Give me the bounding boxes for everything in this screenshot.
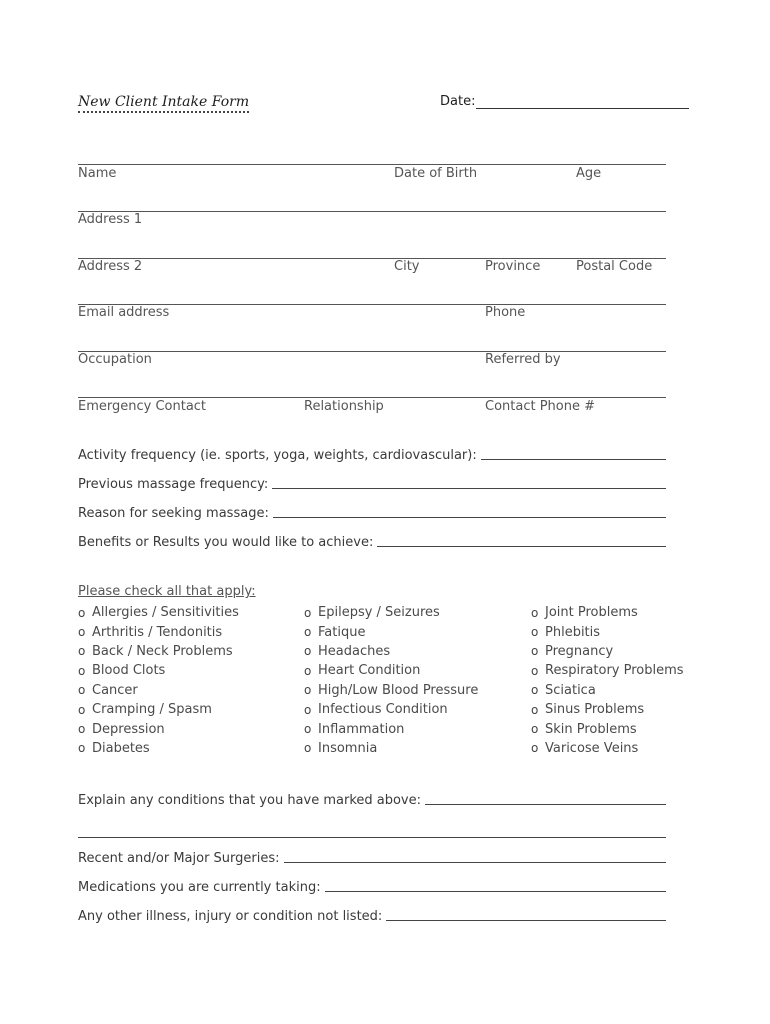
medications-field-line[interactable] [325,891,666,892]
contact-phone-label: Contact Phone # [485,399,596,414]
checkbox-icon[interactable]: o [304,644,312,659]
checkbox-icon[interactable]: o [304,741,312,756]
name-label: Name [78,166,117,181]
checklist-item[interactable]: o Insomnia [304,740,378,756]
occupation-field-line[interactable] [78,351,666,352]
email-label: Email address [78,305,170,320]
previous-massage-field-line[interactable] [272,488,666,489]
phone-label: Phone [485,305,526,320]
checklist-item[interactable]: o Infectious Condition [304,702,448,718]
checklist-title: Please check all that apply: [78,584,256,599]
benefits-field-line[interactable] [377,546,666,547]
checkbox-icon[interactable]: o [304,605,312,620]
name-field-line[interactable] [78,164,666,165]
checkbox-icon[interactable]: o [304,625,312,640]
surgeries-row [78,851,666,866]
checkbox-icon[interactable]: o [304,722,312,737]
checkbox-icon[interactable]: o [531,605,539,620]
checkbox-icon[interactable]: o [78,605,86,620]
occupation-label: Occupation [78,352,152,367]
address1-label: Address 1 [78,212,143,227]
other-condition-label: Any other illness, injury or condition not listed: [78,909,383,924]
reason-field-line[interactable] [273,517,666,518]
checklist-item[interactable]: o Varicose Veins [531,740,639,756]
checklist-column-1 [78,603,239,758]
activity-field-line[interactable] [481,459,666,460]
checklist-item[interactable]: o Cramping / Spasm [78,702,212,718]
checklist-item[interactable]: o Arthritis / Tendonitis [78,624,223,640]
checklist-item[interactable]: o Back / Neck Problems [78,643,233,659]
checkbox-icon[interactable]: o [78,683,86,698]
explain-field-line[interactable] [425,804,666,805]
reason-row [78,506,666,521]
form-title: New Client Intake Form [78,94,249,113]
checkbox-icon[interactable]: o [531,683,539,698]
checklist-item[interactable]: o Epilepsy / Seizures [304,605,440,621]
checklist-item[interactable]: o Skin Problems [531,721,637,737]
checklist-item[interactable]: o Phlebitis [531,624,601,640]
checklist-column-3 [531,603,684,758]
checkbox-icon[interactable]: o [78,644,86,659]
checklist-item[interactable]: o Sciatica [531,682,596,698]
address1-field-line[interactable] [78,211,666,212]
checkbox-icon[interactable]: o [304,683,312,698]
checkbox-icon[interactable]: o [531,644,539,659]
checkbox-icon[interactable]: o [78,663,86,678]
checklist-item[interactable]: o High/Low Blood Pressure [304,682,479,698]
emergency-field-line[interactable] [78,397,666,398]
checkbox-icon[interactable]: o [78,625,86,640]
province-label: Province [485,259,541,274]
checklist-item[interactable]: o Sinus Problems [531,702,645,718]
checklist-item[interactable]: o Fatique [304,624,366,640]
checkbox-icon[interactable]: o [531,702,539,717]
checkbox-icon[interactable]: o [531,625,539,640]
checklist-item[interactable]: o Diabetes [78,740,150,756]
checklist-item[interactable]: o Pregnancy [531,643,614,659]
checkbox-icon[interactable]: o [78,741,86,756]
checklist-column-2 [304,603,478,758]
checkbox-icon[interactable]: o [78,722,86,737]
date-field-line[interactable] [476,108,689,109]
activity-label: Activity frequency (ie. sports, yoga, weights, cardiovascular): [78,448,477,463]
other-condition-row [78,909,666,924]
other-condition-field-line[interactable] [386,920,666,921]
relationship-label: Relationship [304,399,384,414]
benefits-label: Benefits or Results you would like to achieve: [78,535,374,550]
surgeries-field-line[interactable] [284,862,666,863]
medications-label: Medications you are currently taking: [78,880,321,895]
city-label: City [394,259,420,274]
date-label: Date: [440,94,476,109]
age-label: Age [576,166,602,181]
checklist-item[interactable]: o Cancer [78,682,138,698]
checklist-item[interactable]: o Inflammation [304,721,405,737]
checkbox-icon[interactable]: o [304,663,312,678]
benefits-row [78,535,666,550]
checkbox-icon[interactable]: o [531,722,539,737]
checklist-item[interactable]: o Allergies / Sensitivities [78,605,239,621]
reason-label: Reason for seeking massage: [78,506,269,521]
explain-field-line-2[interactable] [78,837,666,838]
checklist-item[interactable]: o Depression [78,721,165,737]
checklist-item[interactable]: o Heart Condition [304,663,421,679]
previous-massage-row [78,477,666,492]
postal-code-label: Postal Code [576,259,653,274]
checklist-item[interactable]: o Blood Clots [78,663,166,679]
checkbox-icon[interactable]: o [78,702,86,717]
previous-massage-label: Previous massage frequency: [78,477,269,492]
checkbox-icon[interactable]: o [531,663,539,678]
medications-row [78,880,666,895]
checkbox-icon[interactable]: o [531,741,539,756]
activity-row [78,448,666,463]
explain-label: Explain any conditions that you have marked above: [78,793,422,808]
checklist-item[interactable]: o Respiratory Problems [531,663,684,679]
checkbox-icon[interactable]: o [304,702,312,717]
address2-label: Address 2 [78,259,143,274]
checklist-item[interactable]: o Joint Problems [531,605,638,621]
dob-label: Date of Birth [394,166,478,181]
checklist-item[interactable]: o Headaches [304,643,391,659]
surgeries-label: Recent and/or Major Surgeries: [78,851,280,866]
referred-by-label: Referred by [485,352,561,367]
explain-row [78,793,666,808]
emergency-contact-label: Emergency Contact [78,399,207,414]
